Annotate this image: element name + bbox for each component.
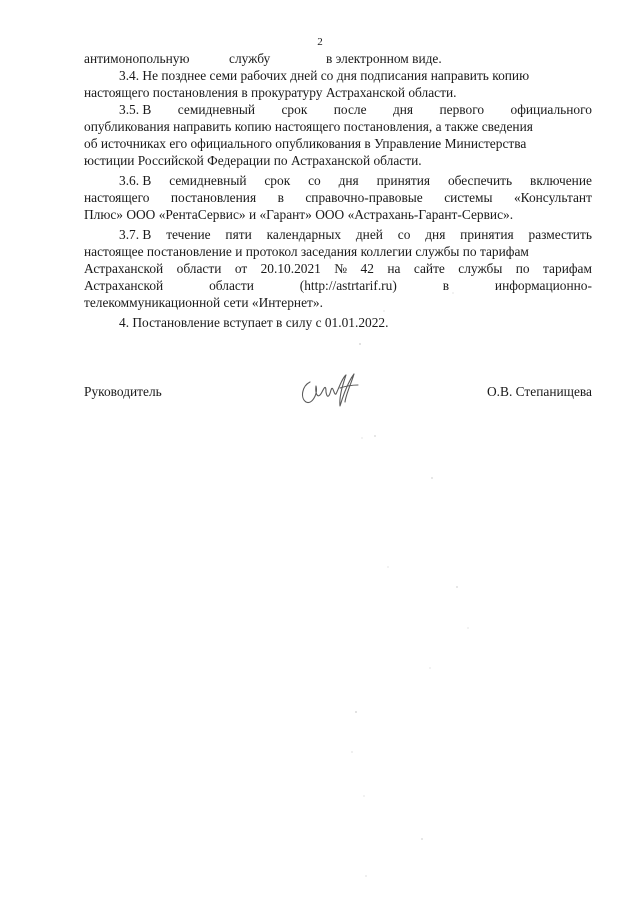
word: Астраханской <box>84 261 164 276</box>
word: тарифам <box>543 261 592 276</box>
word: сайте <box>413 261 445 276</box>
text-line-15: телекоммуникационной сети «Интернет». <box>84 295 323 310</box>
word: (http://astrtarif.ru) <box>299 278 397 293</box>
text-line-13 <box>84 261 592 277</box>
word: дня <box>338 173 359 188</box>
word: семидневный <box>177 102 256 117</box>
text-line-1 <box>84 51 592 67</box>
handwritten-signature <box>296 372 366 410</box>
word: обеспечить <box>447 173 513 188</box>
text-line-10: Плюс» ООО «РентаСервис» и «Гарант» ООО «Астрахань-Гарант-Сервис». <box>84 207 514 222</box>
text-line-6: об источниках его официального опубликования в Управление Министерства <box>84 136 527 151</box>
text-line-9 <box>84 190 592 206</box>
text-line-2: 3.4. Не позднее семи рабочих дней со дня подписания направить копию <box>119 68 530 83</box>
word: 42 <box>360 261 374 276</box>
word: справочно-правовые <box>305 190 423 205</box>
word: 20.10.2021 <box>260 261 321 276</box>
word: после <box>333 102 367 117</box>
word: разместить <box>528 227 592 242</box>
word: дней <box>355 227 383 242</box>
word: в <box>277 190 284 205</box>
text-line-3: настоящего постановления в прокуратуру Астраханской области. <box>84 85 457 100</box>
word: официального <box>510 102 592 117</box>
word: Астраханской <box>84 278 164 293</box>
word: 3.6. В <box>119 173 152 188</box>
word: принятия <box>460 227 514 242</box>
word: на <box>387 261 401 276</box>
text-fragment: службу <box>229 51 271 66</box>
word: № <box>334 261 348 276</box>
text-line-14 <box>84 278 592 294</box>
text-line-4 <box>84 102 592 118</box>
word: области <box>209 278 254 293</box>
word: информационно- <box>494 278 592 293</box>
word: включение <box>530 173 592 188</box>
word: службы <box>458 261 503 276</box>
word: системы <box>444 190 493 205</box>
page-number: 2 <box>317 36 323 48</box>
word: принятия <box>376 173 431 188</box>
word: «Консультант <box>513 190 592 205</box>
word: семидневный <box>169 173 247 188</box>
word: по <box>515 261 530 276</box>
text-line-16: 4. Постановление вступает в силу с 01.01.2022. <box>119 315 389 330</box>
text-line-8 <box>84 173 592 189</box>
word: 3.7. В <box>119 227 152 242</box>
word: пяти <box>225 227 252 242</box>
word: области <box>176 261 222 276</box>
word: течение <box>166 227 211 242</box>
word: дня <box>392 102 414 117</box>
text-line-12: настоящее постановление и протокол заседания коллегии службы по тарифам <box>84 244 529 259</box>
word: со <box>308 173 321 188</box>
signer-title: Руководитель <box>84 384 162 399</box>
word: календарных <box>266 227 342 242</box>
text-line-7: юстиции Российской Федерации по Астраханской области. <box>84 153 422 168</box>
text-line-5: опубликования направить копию настоящего постановления, а также сведения <box>84 119 533 134</box>
signature-block <box>84 372 592 412</box>
word: 3.5. В <box>119 102 152 117</box>
word: дня <box>425 227 446 242</box>
word: от <box>234 261 248 276</box>
text-fragment: в электронном виде. <box>326 51 442 66</box>
word: постановления <box>170 190 257 205</box>
word: первого <box>439 102 485 117</box>
signer-name: О.В. Степанищева <box>487 384 592 399</box>
word: со <box>397 227 411 242</box>
word: настоящего <box>84 190 150 205</box>
word: срок <box>281 102 308 117</box>
word: срок <box>264 173 291 188</box>
text-fragment: антимонопольную <box>84 51 190 66</box>
text-line-11 <box>84 227 592 243</box>
word: в <box>442 278 450 293</box>
